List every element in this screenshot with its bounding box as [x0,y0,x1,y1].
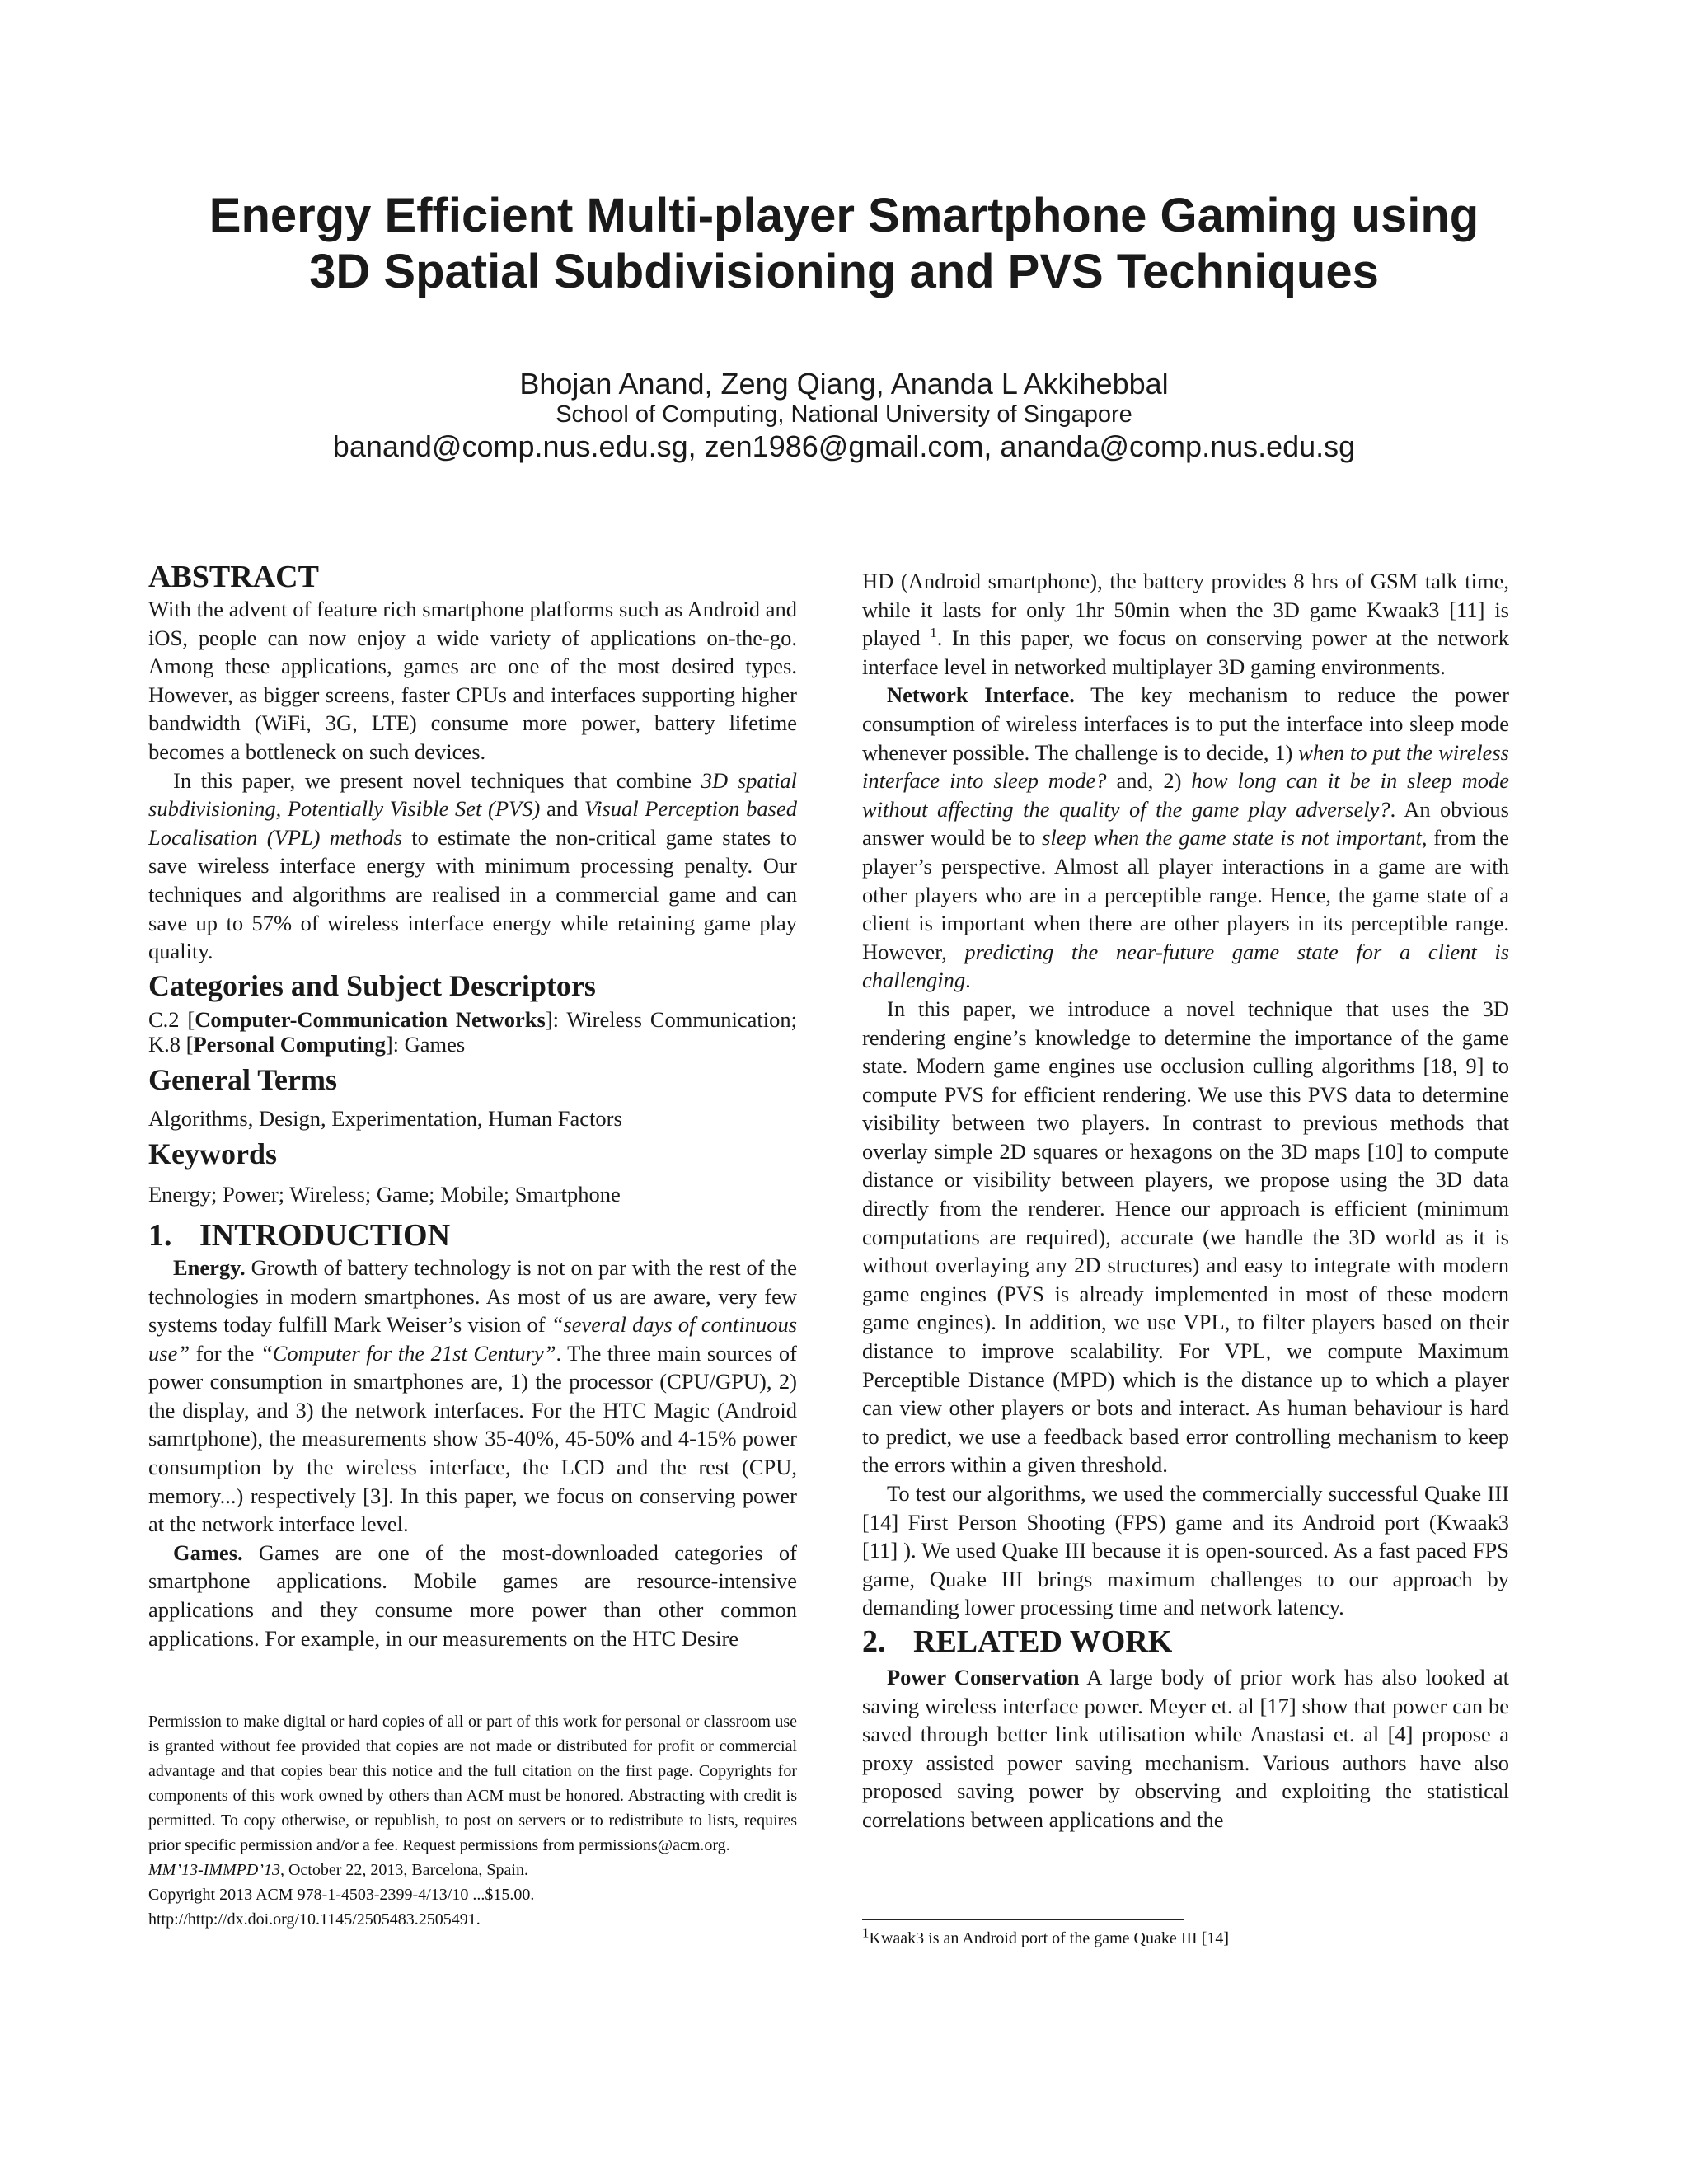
title-line-2: 3D Spatial Subdivisioning and PVS Techniques [309,245,1379,298]
keywords-heading: Keywords [148,1137,277,1171]
categories-text: C.2 [Computer-Communication Networks]: Wireless Communication; K.8 [Personal Computing]: Games [148,1006,798,1057]
footnote-rule [862,1919,1184,1920]
keywords-text: Energy; Power; Wireless; Game; Mobile; Smartphone [148,1182,621,1207]
permission-text: Permission to make digital or hard copies of all or part of this work for personal or classroom use is granted without fee provided that copies are not made or distributed for profit or commercial advantage and that copies bear this notice and the full citation on the first page. Copyrights for components of this work owned by others than ACM must be honored. Abstracting with credit is permitted. To copy otherwise, or republish, to post on servers or to redistribute to lists, requires prior specific permission and/or a fee. Request permissions from permissions@acm.org. [148,1713,797,1854]
title-line-1: Energy Efficient Multi-player Smartphone Gaming using [209,189,1479,242]
intro-novel-paragraph: In this paper, we introduce a novel technique that uses the 3D rendering engine’s knowledge to determine the importance of the game state. Modern game engines use occlusion culling algorithms [18, 9] to compute PVS for efficient rendering. We use this PVS data to determine visibility between two players. In contrast to previous methods that overlay simple 2D squares or hexagons on the 3D maps [10] to compute distance or visibility between players, we propose using the 3D data directly from the renderer. Hence our approach is efficient (minimum computations are required), accurate (we handle the 3D world as it is without overlaying any 2D structures) and easy to integrate with modern game engines (PVS is already implemented in most of these modern game engines). In addition, we use VPL, to filter players based on their distance to improve scalability. For VPL, we compute Maximum Perceptible Distance (MPD) which is the distance up to which a player can view other players or bots and interact. As human behaviour is hard to predict, we use a feedback based error controlling mechanism to keep the errors within a given threshold. [862,996,1509,1478]
author-names: Bhojan Anand, Zeng Qiang, Ananda L Akkihebbal [519,367,1169,401]
related-power-paragraph: Power Conservation A large body of prior work has also looked at saving wireless interface power. Meyer et. al [17] show that power can be saved through better link utilisation while Anastasi et. al [4] propose a proxy assisted power saving mechanism. Various authors have also proposed saving power by observing and exploiting the statistical correlations between applications and the [862,1664,1509,1832]
venue-line: MM’13-IMMPD’13, October 22, 2013, Barcelona, Spain. [148,1861,528,1879]
author-affiliation: School of Computing, National University of Singapore [556,401,1132,428]
categories-heading: Categories and Subject Descriptors [148,968,596,1002]
related-work-heading: 2. RELATED WORK [862,1624,1173,1659]
intro-test-paragraph: To test our algorithms, we used the commercially successful Quake III [14] First Person Shooting (FPS) game and its Android port (Kwaak3 [11] ). We used Quake III because it is open-sourced. As a fast paced FPS game, Quake III brings maximum challenges to our approach by demanding lower processing time and network latency. [862,1481,1509,1620]
copyright-line: Copyright 2013 ACM 978-1-4503-2399-4/13/10 ...$15.00. [148,1886,535,1904]
abstract-paragraph-2: In this paper, we present novel techniques that combine 3D spatial subdivisioning, Potentially Visible Set (PVS) and Visual Perception based Localisation (VPL) methods to estimate the non-critical game states to save wireless interface energy with minimum processing penalty. Our techniques and algorithms are realised in a commercial game and can save up to 57% of wireless interface energy while retaining game play quality. [148,767,798,964]
introduction-heading: 1. INTRODUCTION [148,1217,451,1253]
abstract-heading: ABSTRACT [148,560,319,594]
general-terms-heading: General Terms [148,1062,337,1096]
author-emails: banand@comp.nus.edu.sg, zen1986@gmail.com, ananda@comp.nus.edu.sg [332,429,1356,463]
intro-energy-paragraph: Energy. Growth of battery technology is not on par with the rest of the technologies in modern smartphones. As most of us are aware, very few systems today fulfill Mark Weiser’s vision of “several days of continuous use” for the “Computer for the 21st Century”. The three main sources of power consumption in smartphones are, 1) the processor (CPU/GPU), 2) the display, and 3) the network interfaces. For the HTC Magic (Android samrtphone), the measurements show 35-40%, 45-50% and 4-15% power consumption by the wireless interface, the LCD and the rest (CPU, memory...) respectively [3]. In this paper, we focus on conserving power at the network interface level. [148,1254,798,1537]
permission-block [148,1709,797,1932]
intro-games-paragraph: Games. Games are one of the most-downloaded categories of smartphone applications. Mobile games are resource-intensive applications and they consume more power than other common applications. For example, in our measurements on the HTC Desire [148,1540,797,1651]
intro-games-continued: HD (Android smartphone), the battery provides 8 hrs of GSM talk time, while it lasts for only 1hr 50min when the 3D game Kwaak3 [11] is played $^1$. In this paper, we focus on conserving power at the network interface level in networked multiplayer 3D gaming environments. [862,569,1509,679]
general-terms-text: Algorithms, Design, Experimentation, Human Factors [148,1105,622,1131]
footnote-marker: 1 [930,625,937,641]
paper-title [99,188,1589,300]
left-column [148,559,797,1652]
doi-line: http://http://dx.doi.org/10.1145/2505483.2505491. [148,1910,481,1929]
abstract-paragraph-1: With the advent of feature rich smartphone platforms such as Android and iOS, people can now enjoy a wide variety of applications on-the-go. Among these applications, games are one of the most desired types. However, as bigger screens, faster CPUs and interfaces supporting higher bandwidth (WiFi, 3G, LTE) consume more power, battery lifetime becomes a bottleneck on such devices. [148,597,797,764]
footnote: $^1$Kwaak3 is an Android port of the game Quake III [14] [862,1924,1230,1947]
intro-network-paragraph: Network Interface. The key mechanism to reduce the power consumption of wireless interfaces is to put the interface into sleep mode whenever possible. The challenge is to decide, 1) when to put the wireless interface into sleep mode? and, 2) how long can it be in sleep mode without affecting the quality of the game play adversely?. An obvious answer would be to sleep when the game state is not important, from the player’s perspective. Almost all player interactions in a game are with other players who are in a perceptible range. Hence, the game state of a client is important when there are other players in its perceptible range. However, predicting the near-future game state for a client is challenging. [862,682,1510,993]
right-column [862,567,1509,1835]
